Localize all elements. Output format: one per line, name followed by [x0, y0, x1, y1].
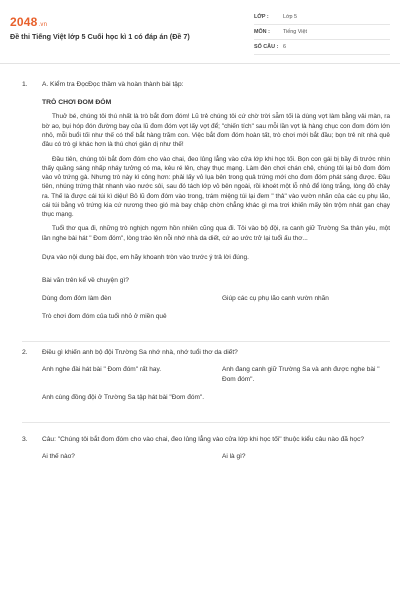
answer-option[interactable]: Anh đang canh giữ Trường Sa và anh được nghe bài " Đom đóm". — [222, 366, 380, 383]
answer-options — [42, 294, 390, 331]
answer-options — [42, 365, 390, 411]
question-2 — [22, 348, 390, 412]
answer-options — [42, 452, 390, 470]
document-header — [0, 0, 400, 64]
passage-paragraph: Tuổi thơ qua đi, những trò nghịch ngợm hồn nhiên cũng qua đi. Tôi vào bộ đội, ra canh giữ Trường Sa thân yêu, một lần nghe bài hát " Đom đóm", lòng trào lên nỗi nhớ nhà da diết, cứ ao ước trở lại tuổi ấu thơ... — [42, 225, 390, 242]
question-text: Câu: "Chúng tôi bắt đom đóm cho vào chai, đeo lủng lẳng vào cửa lớp khi học tối" thuộc kiểu câu nào đã học? — [42, 435, 365, 443]
question-text: Điều gì khiến anh bộ đội Trường Sa nhớ nhà, nhớ tuổi thơ da diết? — [42, 348, 238, 356]
divider — [22, 341, 390, 342]
answer-option[interactable]: Anh cùng đồng đội ở Trường Sa tập hát bài "Đom đóm". — [42, 394, 205, 402]
answer-option[interactable]: Dùng đom đóm làm đèn — [42, 295, 112, 303]
meta-label: MÔN : — [254, 29, 270, 36]
meta-row-count — [254, 42, 390, 55]
answer-option[interactable]: Anh nghe đài hát bài " Đom đóm" rất hay. — [42, 366, 162, 374]
answer-option[interactable]: Giúp các cụ phụ lão canh vườn nhãn — [222, 295, 329, 303]
passage-title: TRÒ CHƠI ĐOM ĐÓM — [42, 98, 112, 106]
document-body — [22, 80, 390, 471]
logo-suffix: .vn — [38, 22, 48, 28]
meta-value: 6 — [283, 44, 286, 51]
question-1 — [22, 80, 390, 331]
answer-option[interactable]: Ai là gì? — [222, 453, 246, 461]
meta-row-class — [254, 12, 390, 25]
logo-text: 2048 — [10, 15, 38, 29]
sub-question-text: Bài văn trên kể về chuyện gì? — [42, 277, 129, 285]
passage-paragraph: Thuở bé, chúng tôi thú nhất là trò bắt đom đóm! Lũ trẻ chúng tôi cứ chờ trời sẫm tối là dùng vợt làm bằng vải màn, ra bờ ao, bụi hóp đón đường bay của lũ đom đóm vợt lấy vợt để; "chiến tích" sau mỗi lần vợt là hàng chục con đom đóm lớn nhỏ, mỗi buổi tối như thế có thể bắt hàng trăm con. Việc bắt đom đóm hoàn tất, trò chơi mới bắt đầu; bọn trẻ nít nhà quê đâu có trò gì khác hơn là thú chơi giản dị như thế! — [42, 113, 390, 149]
meta-label: LỚP : — [254, 14, 269, 21]
site-logo[interactable] — [10, 14, 47, 31]
meta-value: Tiếng Việt — [283, 29, 307, 36]
document-meta — [254, 12, 390, 55]
meta-value: Lớp 5 — [283, 14, 298, 21]
question-number: 2. — [22, 348, 28, 356]
question-number: 3. — [22, 435, 28, 443]
divider — [22, 422, 390, 423]
meta-row-subject — [254, 27, 390, 40]
passage-paragraph: Đầu tiên, chúng tôi bắt đom đóm cho vào chai, đeo lủng lẳng vào cửa lớp khi học tối. Bọn con gái bị bầy đi trước nhìn thấy quầng sáng nhấp nháy tưởng có ma, kêu ré lên, chạy thục mạng. Làm đèn chơi chán chê, chúng tôi lại bỏ đom đóm vào vỏ trứng gà. Nhưng trò này kì công hơn: phải lấy vỏ lụa bên trong quả trứng mới cho đom đóm phát sáng được. Đầu tiên, nhúng trứng thật nhanh vào nước sôi, sau đó tách lớp vỏ bên ngoài, rồi khoét một lỗ nhỏ để lòng trắng, lòng đỏ chảy ra. Thế là được cái túi kì diệu! Bỏ lũ đom đóm vào trong, trám miệng túi lại đem " thả" vào vườn nhãn của các cụ phụ lão, cái túi bằng vỏ trứng kia cứ nương theo gió mà bay chập chờn chẳng khác gì ma trơi khiến mấy tên trộm nhát gan chạy thục mạng. — [42, 155, 390, 219]
question-number: 1. — [22, 81, 28, 88]
answer-option[interactable]: Ai thế nào? — [42, 453, 75, 461]
question-text: A. Kiểm tra ĐọcĐọc thầm và hoàn thành bài tập: — [42, 81, 184, 88]
meta-label: SỐ CÂU : — [254, 44, 279, 51]
question-3 — [22, 435, 390, 471]
document-title: Đề thi Tiếng Việt lớp 5 Cuối học kì 1 có đáp án (Đề 7) — [10, 32, 190, 41]
instruction-text: Dựa vào nội dung bài đọc, em hãy khoanh tròn vào trước ý trả lời đúng. — [42, 254, 249, 262]
answer-option[interactable]: Trò chơi đom đóm của tuổi nhỏ ở miền quê — [42, 313, 167, 321]
